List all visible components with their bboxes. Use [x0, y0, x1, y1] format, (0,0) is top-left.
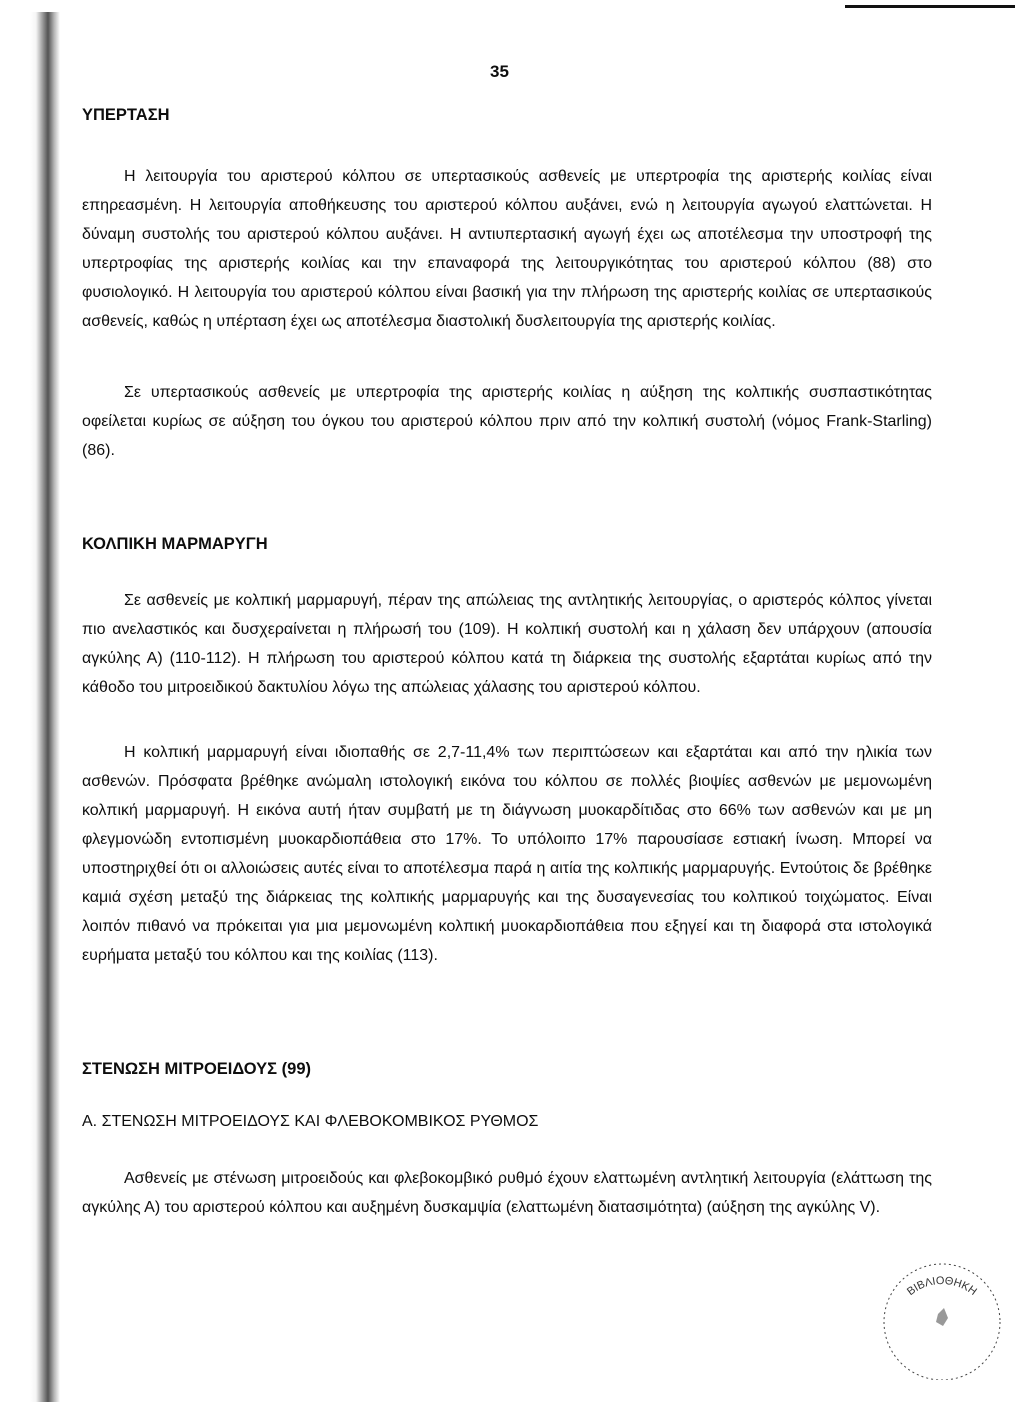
library-stamp [872, 1240, 1012, 1380]
paragraph-hypertension-1: Η λειτουργία του αριστερού κόλπου σε υπερτασικούς ασθενείς με υπερτροφία της αριστερής κοιλίας είναι επηρεασμένη. Η λειτουργία αποθήκευσης του αριστερού κόλπου αυξάνει, ενώ η λειτουργία αγωγού ελαττώνεται. Η δύναμη συστολής του αριστερού κόλπου αυξάνει. Η αντιυπερτασική αγωγή έχει ως αποτέλεσμα την υποστροφή της υπερτροφίας της αριστερής κοιλίας και την επαναφορά της λειτουργικότητας του αριστερού κόλπου (88) στο φυσιολογικό. Η λειτουργία του αριστερού κόλπου είναι βασική για την πλήρωση της αριστερής κοιλίας σε υπερτασικούς ασθενείς, καθώς η υπέρταση έχει ως αποτέλεσμα διαστολική δυσλειτουργία της αριστερής κοιλίας. [82, 168, 932, 330]
page-number: 35 [490, 62, 509, 81]
stamp-text: ΒΙΒΛΙΟΘΗΚΗ [905, 1274, 979, 1299]
section-title-atrial-fibrillation: ΚΟΛΠΙΚΗ ΜΑΡΜΑΡΥΓΗ [82, 535, 268, 553]
paragraph-af-1: Σε ασθενείς με κολπική μαρμαρυγή, πέραν της απώλειας της αντλητικής λειτουργίας, ο αριστερός κόλπος γίνεται πιο ανελαστικός και δυσχεραίνεται η πλήρωσή του (109). Η κολπική συστολή και η χάλαση δεν υπάρχουν (απουσία αγκύλης Α) (110-112). Η πλήρωση του αριστερού κόλπου κατά τη διάρκεια της συστολής εξαρτάται κυρίως από την κάθοδο του μιτροειδικού δακτυλίου λόγω της απώλειας χάλασης του αριστερού κόλπου. [82, 592, 932, 696]
paragraph-af-2: Η κολπική μαρμαρυγή είναι ιδιοπαθής σε 2,7-11,4% των περιπτώσεων και εξαρτάται και από την ηλικία των ασθενών. Πρόσφατα βρέθηκε ανώμαλη ιστολογική εικόνα του κόλπου σε πολλές βιοψίες ασθενών με μεμονωμένη κολπική μαρμαρυγή. Η εικόνα αυτή ήταν συμβατή με τη διάγνωση μυοκαρδίτιδας στο 66% των ασθενών και με μη φλεγμονώδη εντοπισμένη μυοκαρδιοπάθεια στο 17%. Το υπόλοιπο 17% παρουσίασε εστιακή ίνωση. Μπορεί να υποστηριχθεί ότι οι αλλοιώσεις αυτές είναι το αποτέλεσμα παρά η αιτία της κολπικής μαρμαρυγής. Εντούτοις δε βρέθηκε καμιά σχέση μεταξύ της διάρκειας της κολπικής μαρμαρυγής και της δυσαγενεσίας του κολπικού τοιχώματος. Είναι λοιπόν πιθανό να πρόκειται για μια μεμονωμένη κολπική μυοκαρδιοπάθεια που εξηγεί και τη διαφορά στα ιστολογικά ευρήματα μεταξύ του κόλπου και της κοιλίας (113). [82, 744, 932, 964]
section-title-mitral-stenosis: ΣΤΕΝΩΣΗ ΜΙΤΡΟΕΙΔΟΥΣ (99) [82, 1060, 311, 1078]
scan-binding-edge [30, 12, 60, 1402]
paragraph-hypertension-2: Σε υπερτασικούς ασθενείς με υπερτροφία της αριστερής κοιλίας η αύξηση της κολπικής συσπαστικότητας οφείλεται κυρίως σε αύξηση του όγκου του αριστερού κόλπου πριν από την κολπική συστολή (νόμος Frank-Starling) (86). [82, 384, 932, 459]
paragraph-mitral-1: Ασθενείς με στένωση μιτροειδούς και φλεβοκομβικό ρυθμό έχουν ελαττωμένη αντλητική λειτουργία (ελάττωση της αγκύλης Α) του αριστερού κόλπου και αυξημένη δυσκαμψία (ελαττωμένη διατασιμότητα) (αύξηση της αγκύλης V). [82, 1170, 932, 1216]
subsection-title-mitral-sinus: Α. ΣΤΕΝΩΣΗ ΜΙΤΡΟΕΙΔΟΥΣ ΚΑΙ ΦΛΕΒΟΚΟΜΒΙΚΟΣ ΡΥΘΜΟΣ [82, 1113, 539, 1130]
section-title-hypertension: ΥΠΕΡΤΑΣΗ [82, 106, 170, 124]
top-rule [845, 5, 1015, 8]
